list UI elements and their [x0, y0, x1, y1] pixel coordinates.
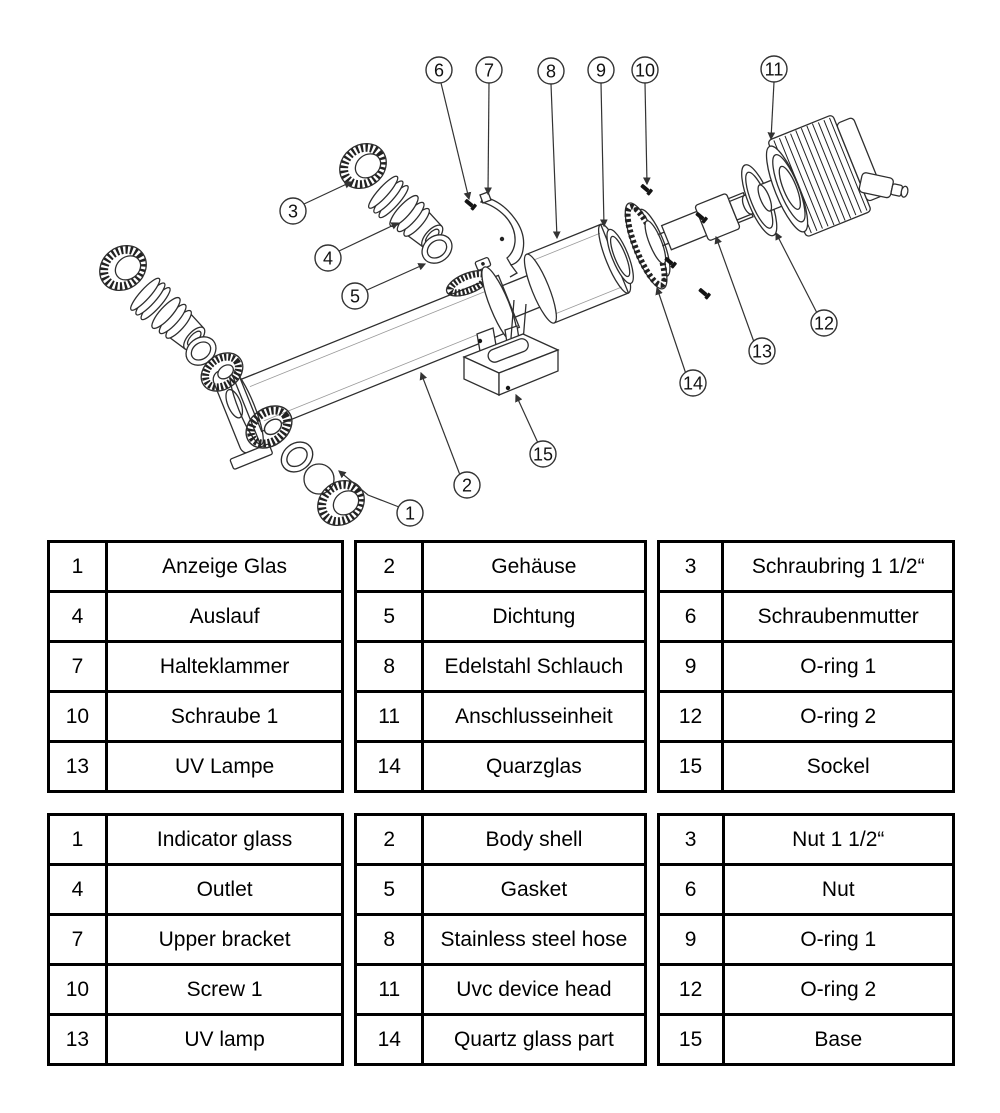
part-number-cell: 9: [658, 915, 723, 965]
part-number-cell: 11: [356, 965, 423, 1015]
part-number-cell: 4: [49, 865, 107, 915]
indicator-glass-set-drawing: [275, 436, 373, 535]
part-number-cell: 3: [658, 815, 723, 865]
part-name-cell: Indicator glass: [106, 815, 342, 865]
callout-2: [454, 472, 480, 498]
svg-text:7: 7: [483, 60, 495, 81]
part-name-cell: Halteklammer: [106, 642, 342, 692]
part-name-cell: Auslauf: [106, 592, 342, 642]
part-name-cell: Anzeige Glas: [106, 542, 342, 592]
parts-table-german-block-3: [657, 540, 955, 793]
part-number-cell: 6: [658, 592, 723, 642]
part-number-cell: 7: [49, 915, 107, 965]
callout-1: [397, 500, 423, 526]
part-name-cell: Body shell: [423, 815, 646, 865]
part-number-cell: 7: [49, 642, 107, 692]
svg-text:10: 10: [634, 60, 656, 81]
part-name-cell: Stainless steel hose: [423, 915, 646, 965]
part-name-cell: Edelstahl Schlauch: [423, 642, 646, 692]
part-number-cell: 14: [356, 1015, 423, 1065]
part-number-cell: 8: [356, 915, 423, 965]
callout-5: [342, 283, 368, 309]
parts-table-english-block-3: [657, 813, 955, 1066]
part-number-cell: 15: [658, 742, 723, 792]
part-number-cell: 6: [658, 865, 723, 915]
part-number-cell: 10: [49, 692, 107, 742]
part-name-cell: Gehäuse: [423, 542, 646, 592]
part-name-cell: O-ring 1: [723, 915, 953, 965]
part-name-cell: Sockel: [723, 742, 954, 792]
part-name-cell: Quarzglas: [423, 742, 646, 792]
part-number-cell: 12: [658, 965, 723, 1015]
svg-text:2: 2: [461, 475, 473, 496]
svg-text:9: 9: [595, 60, 607, 81]
svg-text:11: 11: [764, 59, 784, 80]
part-number-cell: 5: [356, 592, 423, 642]
svg-text:8: 8: [545, 61, 557, 82]
svg-text:1: 1: [404, 503, 416, 524]
part-name-cell: Outlet: [106, 865, 342, 915]
svg-text:5: 5: [349, 286, 361, 307]
part-number-cell: 11: [356, 692, 423, 742]
callout-9: [588, 57, 614, 83]
part-number-cell: 2: [356, 542, 423, 592]
part-name-cell: Base: [723, 1015, 953, 1065]
part-name-cell: UV lamp: [106, 1015, 342, 1065]
part-number-cell: 3: [658, 542, 723, 592]
parts-table-german-block-2: [354, 540, 646, 793]
part-name-cell: Schraube 1: [106, 692, 342, 742]
part-name-cell: Anschlusseinheit: [423, 692, 646, 742]
parts-table-german: [47, 540, 955, 793]
parts-table-english-block-2: [354, 813, 646, 1066]
callout-4: [315, 245, 341, 271]
part-number-cell: 12: [658, 692, 723, 742]
part-name-cell: Schraubenmutter: [723, 592, 954, 642]
part-number-cell: 13: [49, 742, 107, 792]
part-name-cell: Uvc device head: [423, 965, 646, 1015]
part-number-cell: 5: [356, 865, 423, 915]
part-name-cell: Quartz glass part: [423, 1015, 646, 1065]
part-name-cell: Screw 1: [106, 965, 342, 1015]
parts-table-german-block-1: [47, 540, 344, 793]
part-number-cell: 2: [356, 815, 423, 865]
callout-12: [811, 310, 837, 336]
part-number-cell: 8: [356, 642, 423, 692]
callout-13: [749, 338, 775, 364]
callout-3: [280, 198, 306, 224]
part-name-cell: Dichtung: [423, 592, 646, 642]
part-number-cell: 1: [49, 815, 107, 865]
part-number-cell: 1: [49, 542, 107, 592]
part-name-cell: Nut 1 1/2“: [723, 815, 953, 865]
svg-text:15: 15: [532, 444, 554, 465]
uv-lamp-drawing: [653, 185, 759, 258]
callout-10: [632, 57, 658, 83]
callout-6: [426, 57, 452, 83]
parts-table-english-block-1: [47, 813, 344, 1066]
part-name-cell: Schraubring 1 1/2“: [723, 542, 954, 592]
part-number-cell: 9: [658, 642, 723, 692]
svg-text:4: 4: [322, 248, 334, 269]
parts-table-english: [47, 813, 955, 1066]
callout-7: [476, 57, 502, 83]
parts-tables: [47, 540, 955, 1066]
part-name-cell: O-ring 2: [723, 965, 953, 1015]
part-number-cell: 4: [49, 592, 107, 642]
base-drawing: [464, 328, 558, 395]
callout-11: [761, 56, 787, 82]
exploded-view-diagram: [0, 0, 1000, 540]
svg-text:3: 3: [287, 201, 299, 222]
callout-14: [680, 370, 706, 396]
part-number-cell: 10: [49, 965, 107, 1015]
part-number-cell: 15: [658, 1015, 723, 1065]
callout-15: [530, 441, 556, 467]
part-name-cell: Gasket: [423, 865, 646, 915]
svg-text:12: 12: [813, 313, 835, 334]
callout-8: [538, 58, 564, 84]
svg-text:14: 14: [682, 373, 704, 394]
part-name-cell: O-ring 2: [723, 692, 954, 742]
main-axis-assembly: [195, 108, 889, 470]
part-number-cell: 14: [356, 742, 423, 792]
part-name-cell: O-ring 1: [723, 642, 954, 692]
svg-text:13: 13: [751, 341, 773, 362]
part-name-cell: Upper bracket: [106, 915, 342, 965]
part-name-cell: UV Lampe: [106, 742, 342, 792]
part-number-cell: 13: [49, 1015, 107, 1065]
nut-1-1-2-drawing: [91, 134, 395, 299]
part-name-cell: Nut: [723, 865, 953, 915]
svg-text:6: 6: [433, 60, 445, 81]
